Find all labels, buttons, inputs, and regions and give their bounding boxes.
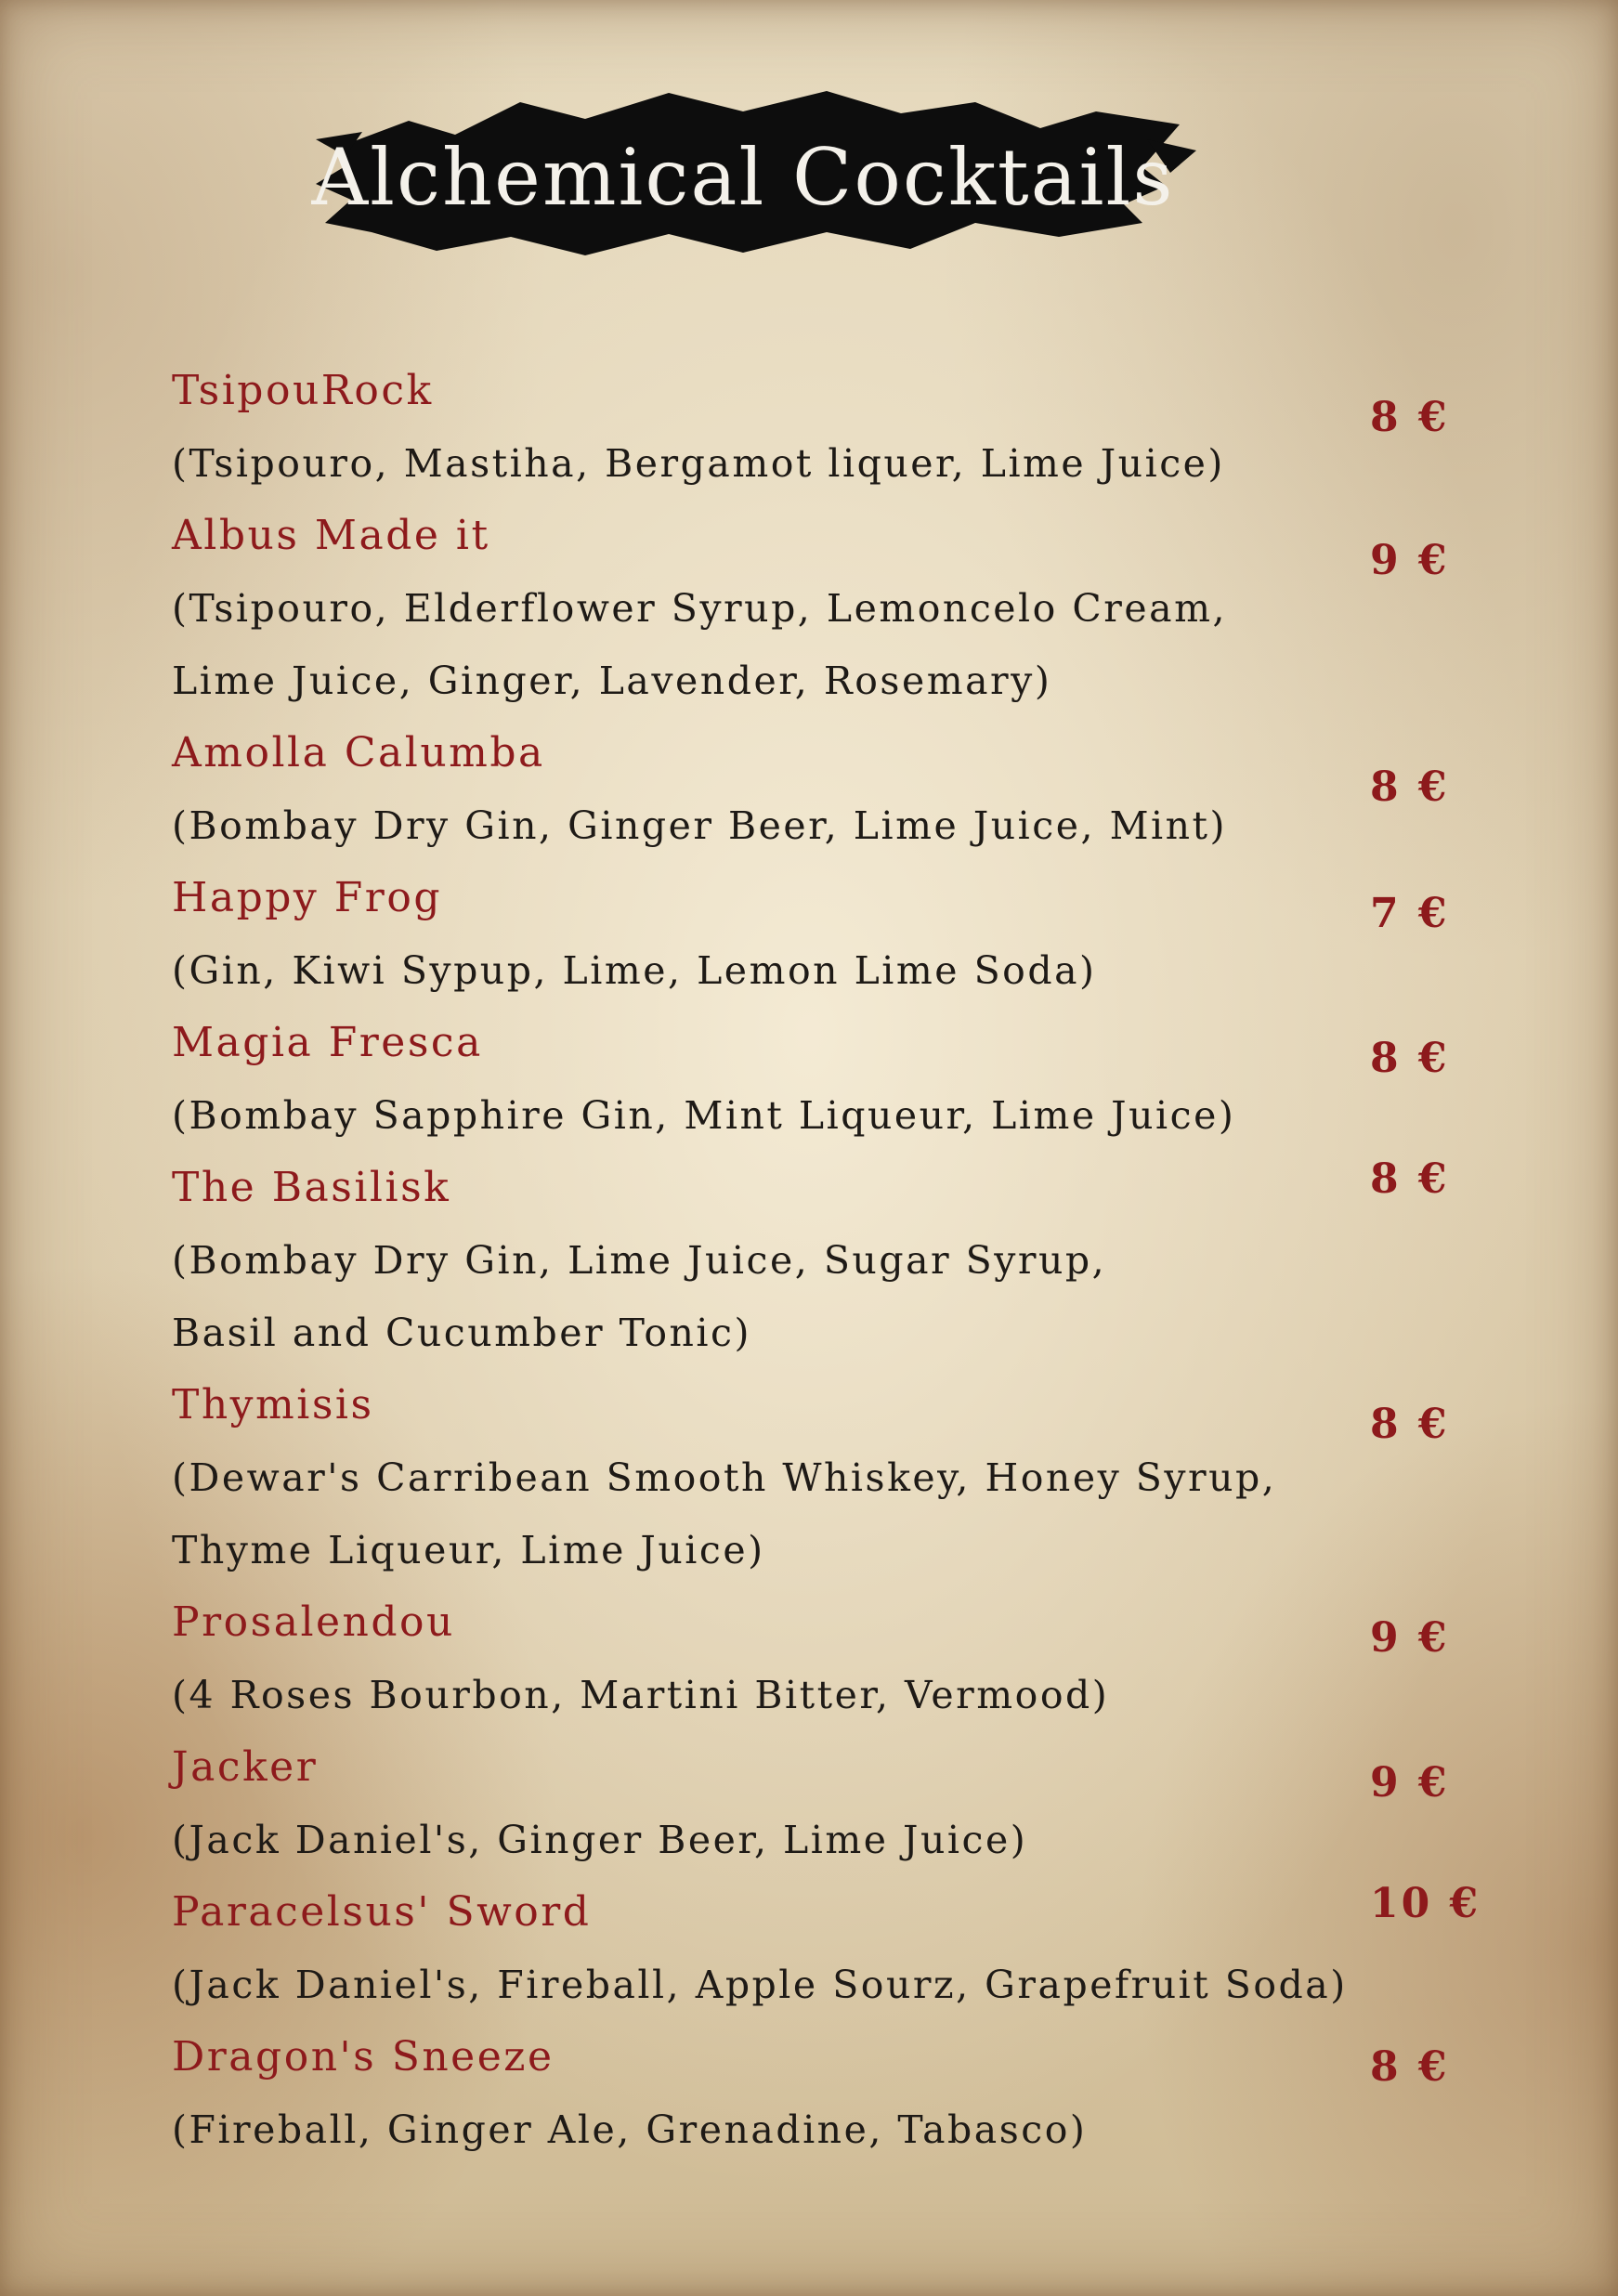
cocktail-name: Happy Frog: [172, 874, 442, 921]
cocktail-ingredients: (Tsipouro, Elderflower Syrup, Lemoncelo Cream,: [172, 586, 1227, 631]
cocktail-menu-list: [172, 355, 1491, 2166]
cocktail-ingredients: (4 Roses Bourbon, Martini Bitter, Vermood): [172, 1673, 1110, 1717]
cocktail-name: Magia Fresca: [172, 1019, 483, 1066]
cocktail-name: Thymisis: [172, 1381, 374, 1428]
cocktail-ingredients: Lime Juice, Ginger, Lavender, Rosemary): [172, 659, 1052, 703]
cocktail-name: Dragon's Sneeze: [172, 2033, 555, 2081]
menu-title: Alchemical Cocktails: [311, 132, 1175, 223]
cocktail-name: The Basilisk: [172, 1164, 451, 1211]
cocktail-name: Jacker: [172, 1743, 319, 1791]
cocktail-price: 8 €: [1370, 1035, 1450, 1082]
menu-item: [172, 717, 1491, 862]
cocktail-ingredients: Basil and Cucumber Tonic): [172, 1311, 751, 1355]
cocktail-price: 9 €: [1370, 537, 1450, 584]
cocktail-name: Amolla Calumba: [172, 729, 545, 776]
cocktail-price: 9 €: [1370, 1759, 1450, 1807]
cocktail-name: TsipouRock: [172, 367, 434, 414]
cocktail-ingredients: (Jack Daniel's, Fireball, Apple Sourz, Grapefruit Soda): [172, 1963, 1348, 2007]
menu-item: [172, 1007, 1491, 1152]
cocktail-price: 8 €: [1370, 394, 1450, 441]
menu-item: [172, 2021, 1491, 2166]
cocktail-ingredients: (Bombay Dry Gin, Ginger Beer, Lime Juice, Mint): [172, 803, 1228, 848]
menu-item: [172, 500, 1491, 717]
cocktail-price: 7 €: [1370, 890, 1450, 937]
cocktail-ingredients: (Dewar's Carribean Smooth Whiskey, Honey Syrup,: [172, 1455, 1277, 1500]
cocktail-ingredients: (Bombay Dry Gin, Lime Juice, Sugar Syrup,: [172, 1238, 1107, 1283]
cocktail-name: Albus Made it: [172, 512, 490, 559]
cocktail-price: 8 €: [1370, 2043, 1450, 2091]
menu-item: [172, 1369, 1491, 1586]
cocktail-ingredients: (Bombay Sapphire Gin, Mint Liqueur, Lime Juice): [172, 1093, 1236, 1138]
menu-item: [172, 1152, 1491, 1369]
menu-item: [172, 1731, 1491, 1876]
title-banner: [307, 84, 1198, 269]
cocktail-price: 8 €: [1370, 1401, 1450, 1448]
cocktail-price: 8 €: [1370, 1155, 1450, 1203]
menu-item: [172, 862, 1491, 1007]
menu-item: [172, 1586, 1491, 1731]
cocktail-name: Prosalendou: [172, 1598, 455, 1646]
menu-item: [172, 355, 1491, 500]
cocktail-ingredients: (Fireball, Ginger Ale, Grenadine, Tabasco): [172, 2107, 1088, 2152]
cocktail-ingredients: Thyme Liqueur, Lime Juice): [172, 1528, 765, 1572]
cocktail-ingredients: (Jack Daniel's, Ginger Beer, Lime Juice): [172, 1818, 1028, 1862]
menu-item: [172, 1876, 1491, 2021]
cocktail-price: 10 €: [1370, 1880, 1481, 1927]
cocktail-price: 8 €: [1370, 763, 1450, 811]
cocktail-price: 9 €: [1370, 1614, 1450, 1662]
cocktail-ingredients: (Gin, Kiwi Sypup, Lime, Lemon Lime Soda): [172, 948, 1097, 993]
cocktail-ingredients: (Tsipouro, Mastiha, Bergamot liquer, Lime Juice): [172, 441, 1225, 486]
cocktail-name: Paracelsus' Sword: [172, 1888, 592, 1936]
